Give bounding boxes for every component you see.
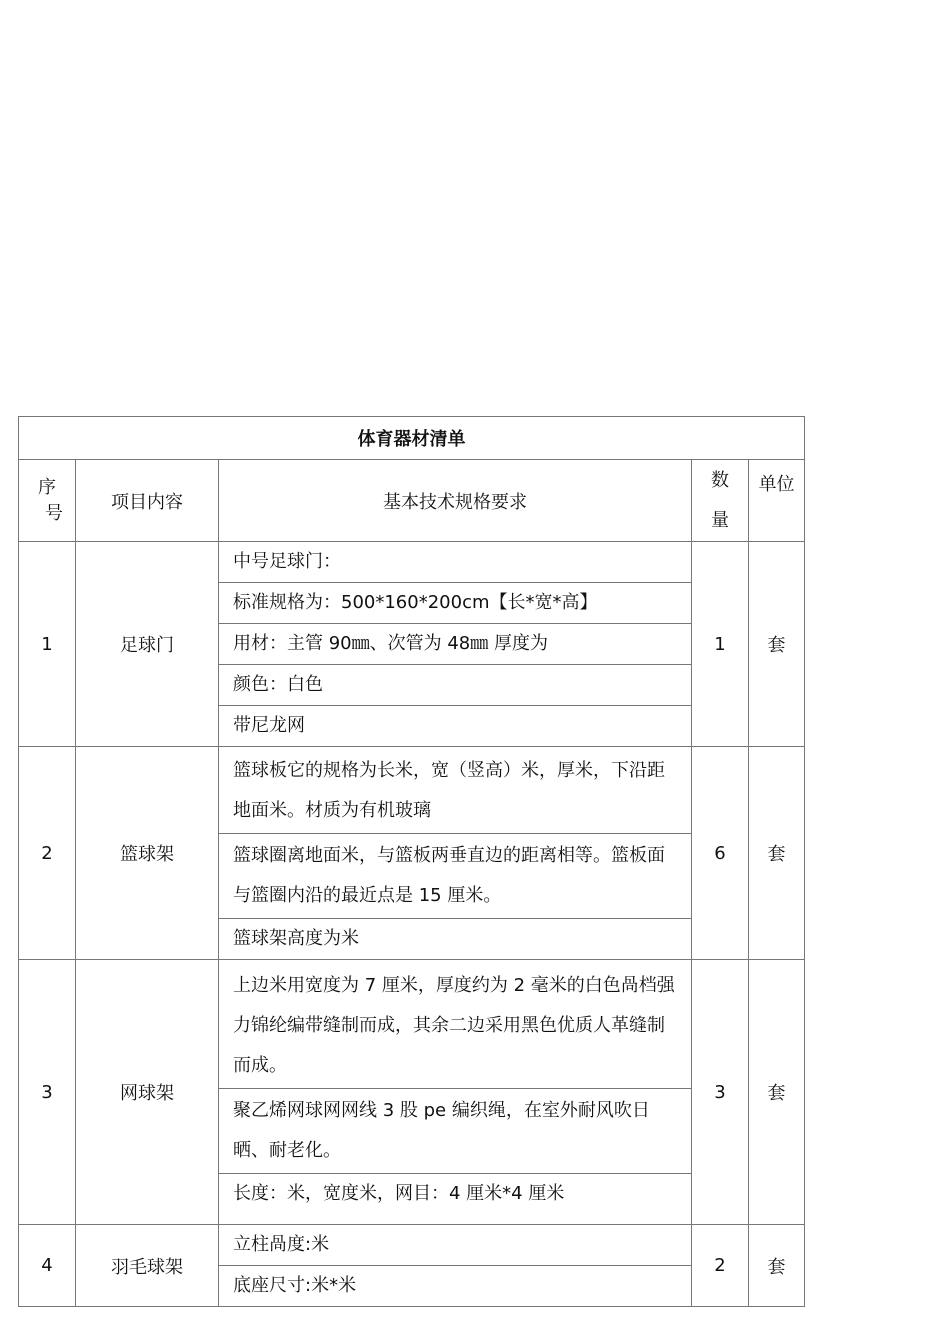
- table-row: [19, 747, 805, 960]
- spec-line: 长度：米，宽度米，网目：4 厘米*4 厘米: [233, 1183, 565, 1204]
- table-row: [19, 960, 805, 1225]
- row-no: 2: [19, 747, 76, 960]
- spec-line: 中号足球门：: [219, 542, 691, 583]
- header-unit: 单位: [749, 460, 805, 542]
- row-name: 足球门: [76, 542, 219, 747]
- row-specs: [219, 747, 692, 960]
- header-item: 项目内容: [76, 460, 219, 542]
- row-unit: 套: [749, 542, 805, 747]
- row-unit: 套: [749, 1225, 805, 1307]
- row-name: 羽毛球架: [76, 1225, 219, 1307]
- table-row: [19, 542, 805, 747]
- header-row: [19, 460, 805, 542]
- row-no: 3: [19, 960, 76, 1225]
- row-unit: 套: [749, 960, 805, 1225]
- row-qty: 6: [692, 747, 749, 960]
- row-unit: 套: [749, 747, 805, 960]
- spec-line: 标准规格为：500*160*200cm【长*宽*高】: [219, 583, 691, 624]
- spec-line: 带尼龙网: [233, 715, 305, 736]
- row-qty: 2: [692, 1225, 749, 1307]
- header-spec: 基本技术规格要求: [219, 460, 692, 542]
- row-specs: [219, 542, 692, 747]
- row-specs: [219, 1225, 692, 1307]
- spec-line: 篮球架高度为米: [233, 928, 359, 949]
- row-name: 篮球架: [76, 747, 219, 960]
- spec-line: 颜色：白色: [219, 665, 691, 706]
- header-qty: 数 量: [692, 460, 749, 542]
- row-no: 1: [19, 542, 76, 747]
- header-no: 序 号: [19, 460, 76, 542]
- spec-line: 用材：主管 90㎜、次管为 48㎜ 厚度为: [219, 624, 691, 665]
- row-qty: 1: [692, 542, 749, 747]
- table-row: [19, 1225, 805, 1307]
- spec-line: 上边米用宽度为 7 厘米，厚度约为 2 毫米的白色咼档强力锦纶编带缝制而成，其余二边采用黑色优质人革缝制而成。: [219, 960, 691, 1089]
- row-specs: [219, 960, 692, 1225]
- equipment-table: [18, 416, 805, 1307]
- equipment-list-sheet: [18, 416, 804, 1307]
- spec-line: 聚乙烯网球网网线 3 股 pe 编织绳，在室外耐风吹日晒、耐老化。: [219, 1089, 691, 1174]
- row-qty: 3: [692, 960, 749, 1225]
- spec-line: 底座尺寸:米*米: [233, 1275, 357, 1296]
- spec-line: 篮球圈离地面米，与篮板两垂直边的距离相等。篮板面与篮圈内沿的最近点是 15 厘米。: [219, 834, 691, 919]
- row-name: 网球架: [76, 960, 219, 1225]
- spec-line: 篮球板它的规格为长米，宽（竖高）米，厚米，下沿距地面米。材质为有机玻璃: [219, 747, 691, 834]
- row-no: 4: [19, 1225, 76, 1307]
- table-title: 体育器材清单: [19, 417, 805, 460]
- spec-line: 立柱咼度:米: [219, 1225, 691, 1266]
